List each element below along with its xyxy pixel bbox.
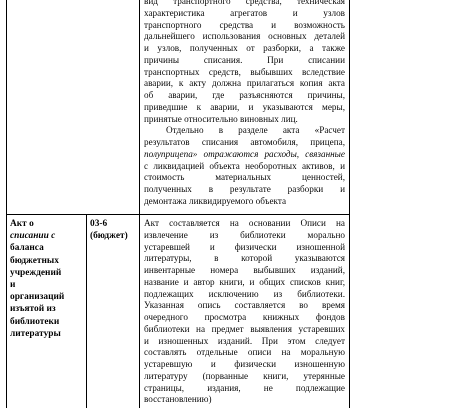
top-row-description [144, 0, 345, 214]
text-line: восстановлению) [144, 394, 212, 405]
text-line: (бюджет) [90, 231, 128, 242]
text-line: литературу (порванные книги, утерянные [144, 370, 345, 381]
text-line: извлечение из библиотеки морально [144, 229, 345, 240]
text-line: приведшие к аварии, и указываются меры, [144, 101, 345, 112]
text-line: аварии, к акту должна прилагаться копия акта [144, 78, 345, 89]
text-line: демонтажа ликвидируемого объекта [144, 195, 287, 206]
text-line: Отдельно в разделе акта «Расчет [166, 125, 345, 136]
document-name-cell [10, 218, 85, 406]
text-line: устаревшую и физически изношенную [144, 359, 345, 369]
table-border-col3 [139, 0, 140, 408]
text-line: подлежащих исключению из библиотеки. [144, 288, 345, 299]
text-line: принятые относительно виновных лиц. [144, 113, 298, 124]
document-description-cell [144, 218, 345, 408]
text-line: полуприцепа» отражаются расходы, связанные [144, 148, 345, 159]
text-line: дальнейшего использования основных деталей [144, 31, 345, 42]
text-line: литературы [10, 328, 61, 339]
text-line: причины списания. При списании [144, 54, 345, 65]
table-border-left [6, 0, 7, 408]
text-line: Акт составляется на основании Описи на [144, 218, 345, 228]
text-line: полученных в результате разборки и [144, 184, 345, 194]
text-line: списании с [10, 231, 56, 242]
text-line: транспортного средства и возможность [144, 19, 345, 30]
text-line: и [10, 280, 16, 291]
text-line: вид транспортного средства, техническая [144, 0, 345, 6]
text-line: 03-6 [90, 219, 108, 229]
text-line: библиотеки [10, 316, 60, 327]
text-line: и узлов, полученных от разборки, а также [144, 43, 345, 53]
text-line: бюджетных [10, 255, 59, 266]
text-line: составлять отдельные описи на моральную [144, 347, 345, 358]
text-line: очередного просмотра книжных фондов [144, 312, 345, 322]
text-line: баланса [10, 243, 44, 254]
text-line: литературы, в которой указываются [144, 253, 345, 264]
text-line: страницы, издания, не подлежащие [144, 382, 345, 393]
text-line: характеристика агрегатов и узлов [144, 7, 345, 18]
text-line: Указанная опись составляется во время [144, 300, 345, 311]
text-line: библиотеки на предмет выявления устаревших [144, 323, 345, 334]
text-line: изъятой из [10, 304, 56, 315]
text-line: инвентарные номера выбывших изданий, [144, 265, 345, 275]
text-line: об аварии, где разъясняются причины, [144, 90, 345, 100]
text-line: результатов списания автомобиля, прицепа, [144, 137, 345, 147]
text-line: организаций [10, 292, 65, 303]
table-border-col2 [86, 214, 87, 408]
text-line: с ликвидацией объекта необоротных активов, и [144, 160, 345, 171]
text-line: учреждений [10, 267, 62, 278]
text-line: название и автор книги, и общих списков книг, [144, 276, 345, 287]
document-code-cell [90, 218, 138, 258]
text-line: стоимость материальных ценностей, [144, 172, 345, 183]
table-border-right [349, 0, 350, 408]
text-line: Акт о [10, 219, 34, 229]
table-row-divider [6, 214, 350, 215]
text-line: и изношенных изданий. При этом следует [144, 335, 345, 346]
text-line: транспортных средств, выбывших вследствие [144, 66, 345, 77]
text-line: устаревшей и физически изношенной [144, 241, 345, 252]
